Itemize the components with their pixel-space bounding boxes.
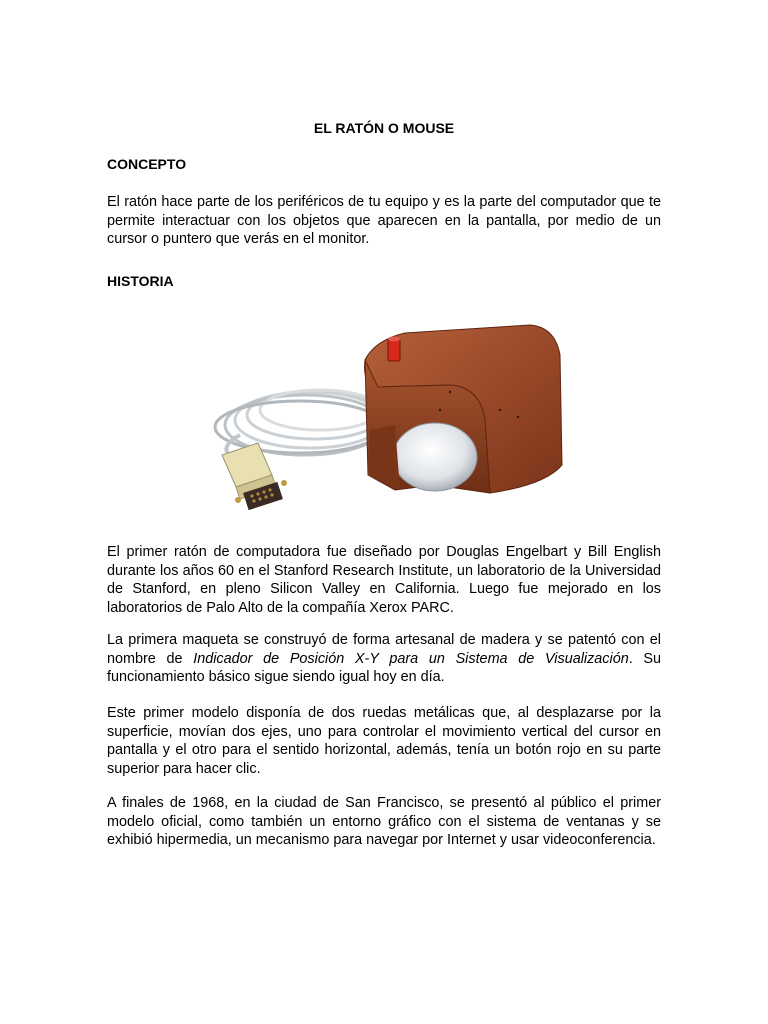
paragraph-historia-2 [107,631,661,687]
heading-concepto: CONCEPTO [107,156,187,172]
paragraph-historia-2-start: La primera maqueta se construyó de forma artesanal de madera y se patentó con el nombre de [107,632,661,667]
wheel [393,423,477,491]
first-mouse-illustration [200,315,570,520]
paragraph-concepto: El ratón hace parte de los periféricos de tu equipo y es la parte del computador que te permite interactuar con los objetos que aparecen en la pantalla, por medio de un cursor o puntero que verás en el monitor. [107,194,661,247]
paragraph-historia-4: A finales de 1968, en la ciudad de San Francisco, se presentó al público el primer modelo oficial, como también un entorno gráfico con el sistema de ventanas y se exhibió hipermedia, un mecanismo para navegar por Internet y usar videoconferencia. [107,795,661,848]
paragraph-historia-3: Este primer modelo disponía de dos ruedas metálicas que, al desplazarse por la superficie, movían dos ejes, uno para controlar el movimiento vertical del cursor en pantalla y el otro para el sentido horizontal, además, tenía un botón rojo en su parte superior para hacer clic. [107,705,661,777]
document-title: EL RATÓN O MOUSE [313,120,455,136]
patent-name: Indicador de Posición X-Y para un Sistema de Visualización [193,650,629,667]
first-mouse-photo [200,315,570,520]
red-button [388,337,400,362]
heading-historia: HISTORIA [107,273,174,289]
cable-coils [215,390,385,455]
paragraph-historia-1: El primer ratón de computadora fue diseñado por Douglas Engelbart y Bill English durante los años 60 en el Stanford Research Institute, un laboratorio de la Universidad de Stanford, en pleno Silicon Valley en California. Luego fue mejorado en los laboratorios de Palo Alto de la compañía Xerox PARC. [107,544,661,616]
paragraph-historia-2-end: . Su funcionamiento básico sigue siendo igual hoy en día. [107,650,662,685]
